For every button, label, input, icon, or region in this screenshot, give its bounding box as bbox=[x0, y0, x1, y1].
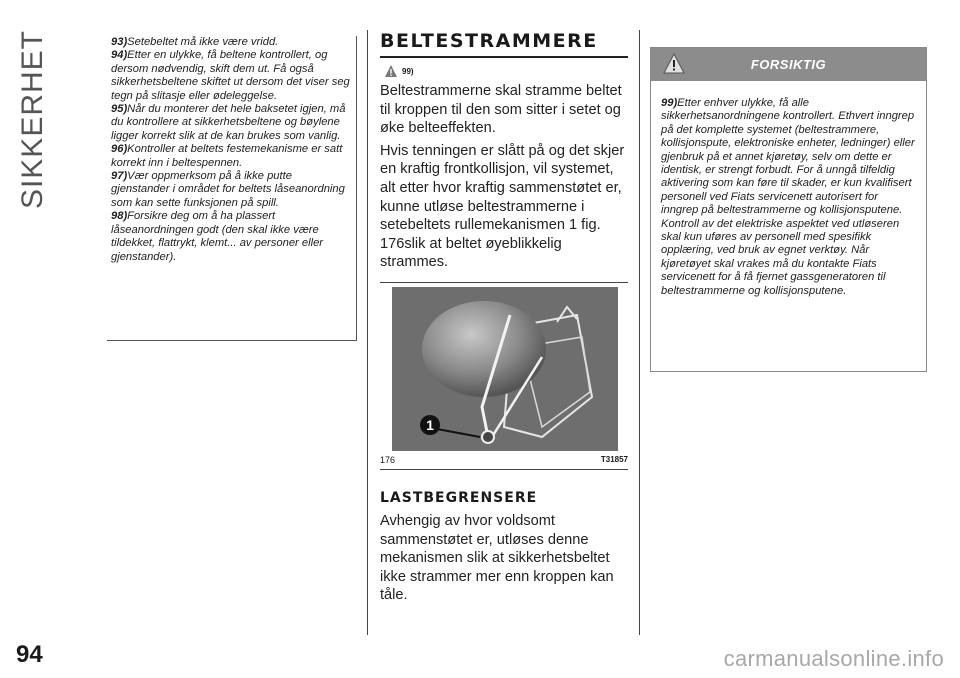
figure bbox=[380, 282, 628, 470]
warning-title: FORSIKTIG bbox=[750, 57, 827, 72]
warning-box bbox=[650, 47, 927, 372]
note-item: 93)Setebeltet må ikke være vridd. bbox=[111, 36, 279, 48]
notes-list bbox=[107, 36, 357, 341]
warning-reference[interactable] bbox=[384, 64, 628, 78]
figure-code: T31857 bbox=[600, 454, 628, 464]
paragraph: Hvis tenningen er slått på og det skjer en kraftig frontkollisjon, vil systemet, alt etter hvor kraftig sammenstøtet er, kunne utløse beltestrammerne i setebeltets rullemekanismen 1 fig. 176slik at beltet øyeblikkelig strammes. bbox=[380, 142, 625, 271]
note-item: 96)Kontroller at beltets festemekanisme er satt korrekt inn i beltespennen. bbox=[111, 143, 343, 169]
figure-number: 176 bbox=[380, 454, 396, 465]
section-title: BELTESTRAMMERE bbox=[380, 30, 628, 58]
reference-number: 99) bbox=[402, 66, 414, 76]
paragraph: Beltestrammerne skal stramme beltet til kroppen til den som sitter i setet og øke belteeffekten. bbox=[380, 83, 622, 137]
note-item: 98)Forsikre deg om å ha plassert låseanordningen godt (den skal ikke være tildekket, flattrykt, klemt... av personer eller gjenstander). bbox=[111, 210, 324, 263]
column-divider bbox=[367, 30, 368, 635]
note-item: 95)Når du monterer det hele baksetet igjen, må du kontrollere at sikkerhetsbeltene og bøylene ligger korrekt slik at de kan brukes som vanlig. bbox=[111, 103, 346, 142]
note-item: 94)Etter en ulykke, få beltene kontrollert, og dersom nødvendig, skift dem ut. Få også sikkerhetsbeltene skiftet ut dersom det viser seg tegn på slitasje eller ødeleggelse. bbox=[111, 49, 350, 102]
seatbelt-pretensioner-illustration bbox=[392, 287, 618, 451]
page-number: 94 bbox=[16, 641, 43, 668]
paragraph: Avhengig av hvor voldsomt sammenstøtet er, utløses denne mekanismen slik at sikkerhetsbeltet ikke strammer mer enn kroppen kan tåle. bbox=[380, 512, 614, 604]
warning-triangle-icon bbox=[384, 64, 398, 78]
main-column bbox=[380, 30, 628, 609]
watermark[interactable]: carmanualsonline.info bbox=[723, 646, 944, 671]
column-divider bbox=[639, 30, 640, 635]
section-tab: SIKKERHET bbox=[16, 30, 49, 210]
figure-callout: 1 bbox=[426, 416, 434, 433]
warning-header bbox=[651, 48, 926, 81]
subsection-title: LASTBEGRENSERE bbox=[380, 489, 538, 506]
note-item: 97)Vær oppmerksom på å ikke putte gjenstander i området for beltets låseanordning som kan sette funksjonen på spill. bbox=[111, 170, 345, 209]
warning-text: 99)Etter enhver ulykke, få alle sikkerhetsanordningene kontrollert. Ethvert inngrep på det komplette systemet (beltestrammere, kollisjonspute, elektroniske enheter, ledninger) eller gjenbruk på et annet kjøretøy, selv om dette er identisk, er strengt forbudt. For å unngå tilfeldig aktivering som kan føre til skader, er kun kvalifisert personell ved Fiats servicenett autorisert for inngrep på beltestrammerne og kollisjonsputene. Kontroll av det elektriske aspektet ved utløseren skal kun uføres av personell med spesifikk opplæring, ved bruk av egnet verktøy. Når kjøretøyet skal vrakes må du kontakte Fiats servicenett for å få fjernet gassgeneratoren til beltestrammerne og kollisjonsputene. bbox=[661, 97, 915, 297]
